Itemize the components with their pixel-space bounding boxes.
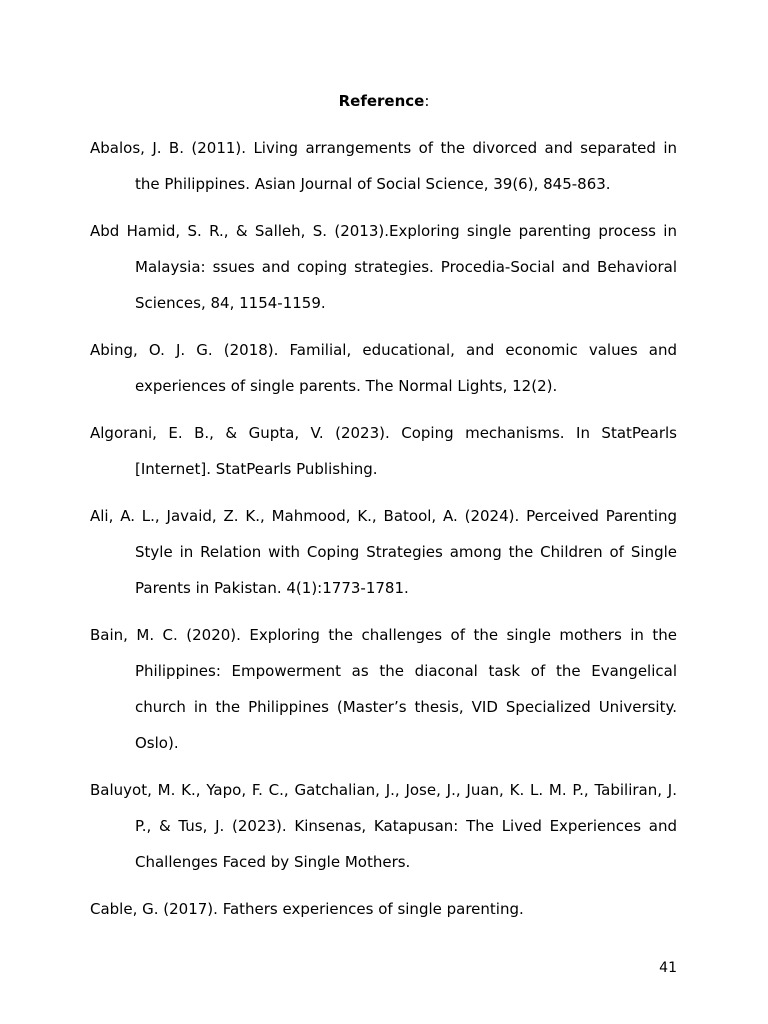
reference-entry: Bain, M. C. (2020). Exploring the challenges of the single mothers in the Philippines: Empowerment as the diaconal task of the Evangelical church in the Philippines (Master’s thesis, VID Specialized University. Oslo). <box>90 626 677 752</box>
reference-entry: Ali, A. L., Javaid, Z. K., Mahmood, K., Batool, A. (2024). Perceived Parenting Style in Relation with Coping Strategies among the Children of Single Parents in Pakistan. 4(1):1773-1781. <box>90 507 677 597</box>
reference-list <box>90 130 677 938</box>
reference-entry: Abd Hamid, S. R., & Salleh, S. (2013).Exploring single parenting process in Malaysia: ssues and coping strategies. Procedia-Social and Behavioral Sciences, 84, 1154-1159. <box>90 222 677 312</box>
reference-entry: Abing, O. J. G. (2018). Familial, educational, and economic values and experiences of single parents. The Normal Lights, 12(2). <box>90 341 677 395</box>
page-title <box>0 90 768 112</box>
reference-entry: Cable, G. (2017). Fathers experiences of single parenting. <box>90 900 524 918</box>
heading-colon: : <box>424 92 430 110</box>
page-number: 41 <box>659 960 677 976</box>
reference-entry: Algorani, E. B., & Gupta, V. (2023). Coping mechanisms. In StatPearls [Internet]. StatPearls Publishing. <box>90 424 677 478</box>
heading-title: Reference <box>338 92 425 110</box>
reference-entry: Baluyot, M. K., Yapo, F. C., Gatchalian, J., Jose, J., Juan, K. L. M. P., Tabiliran, J. P., & Tus, J. (2023). Kinsenas, Katapusan: The Lived Experiences and Challenges Faced by Single Mothers. <box>90 781 677 871</box>
reference-entry: Abalos, J. B. (2011). Living arrangements of the divorced and separated in the Philippines. Asian Journal of Social Science, 39(6), 845-863. <box>90 139 677 193</box>
